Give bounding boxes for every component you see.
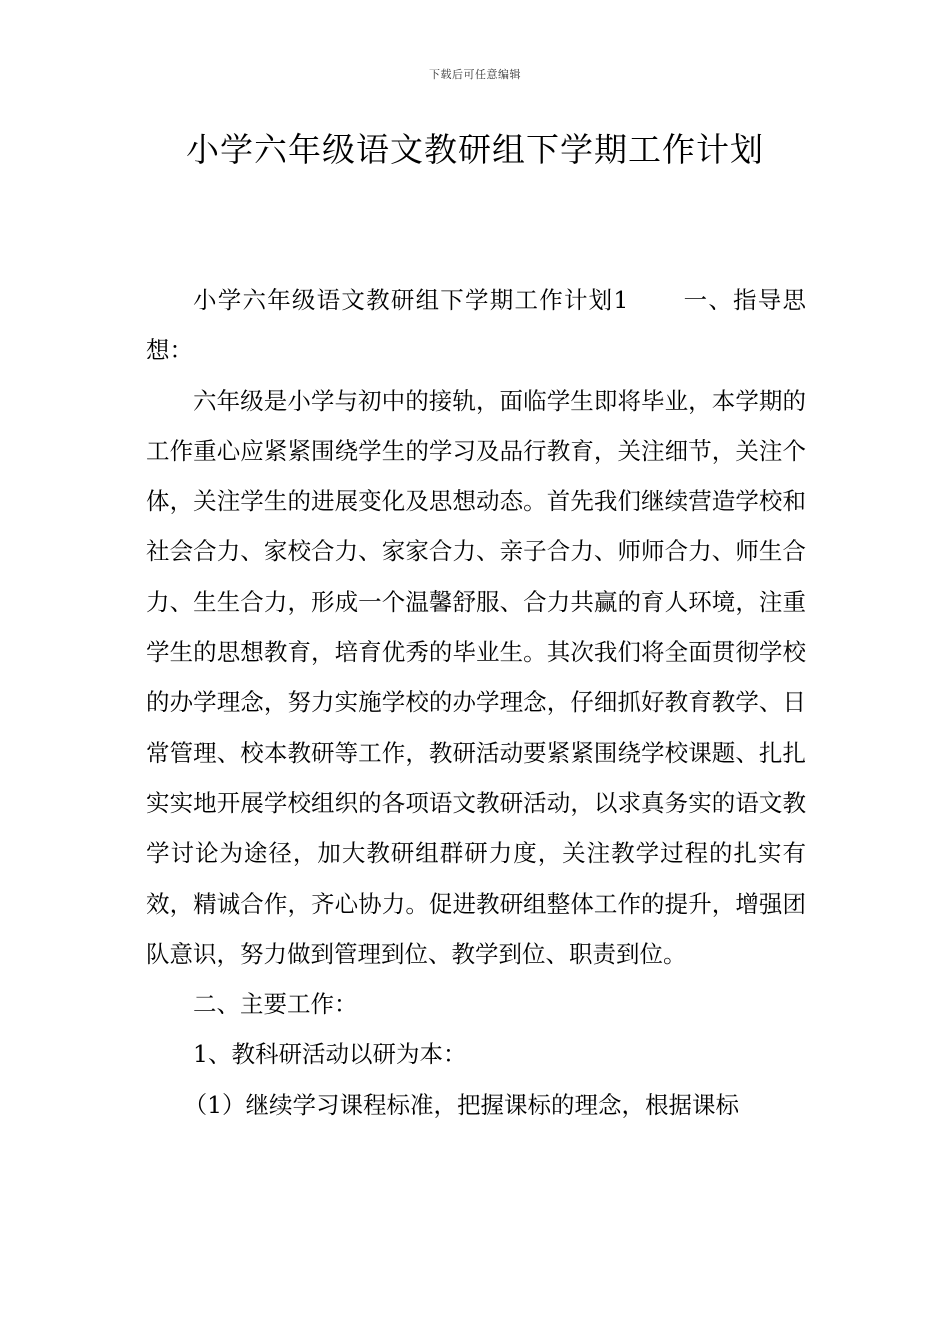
section-heading-main-work: 二、主要工作： [193,990,358,1019]
item-heading-research: 1、教科研活动以研为本： [193,1040,467,1069]
intro-title-text: 小学六年级语文教研组下学期工作计划1 [193,286,629,314]
document-body [146,275,806,1130]
document-title: 小学六年级语文教研组下学期工作计划 [186,130,764,169]
guiding-thought-paragraph: 六年级是小学与初中的接轨，面临学生即将毕业，本学期的工作重心应紧紧围绕学生的学习及品行教育，关注细节，关注个体，关注学生的进展变化及思想动态。首先我们继续营造学校和社会合力、家校合力、家家合力、亲子合力、师师合力、师生合力、生生合力，形成一个温馨舒服、合力共赢的育人环境，注重学生的思想教育，培育优秀的毕业生。其次我们将全面贯彻学校的办学理念，努力实施学校的办学理念，仔细抓好教育教学、日常管理、校本教研等工作，教研活动要紧紧围绕学校课题、扎扎实实地开展学校组织的各项语文教研活动，以求真务实的语文教学讨论为途径，加大教研组群研力度，关注教学过程的扎实有效，精诚合作，齐心协力。促进教研组整体工作的提升，增强团队意识，努力做到管理到位、教学到位、职责到位。 [146,386,806,968]
intro-paragraph [146,275,806,376]
item-paragraph-curriculum: （1）继续学习课程标准，把握课标的理念，根据课标 [183,1090,740,1119]
header-note: 下载后可任意编辑 [429,68,521,81]
guiding-thought-heading: 一、指导思想： [146,286,807,365]
